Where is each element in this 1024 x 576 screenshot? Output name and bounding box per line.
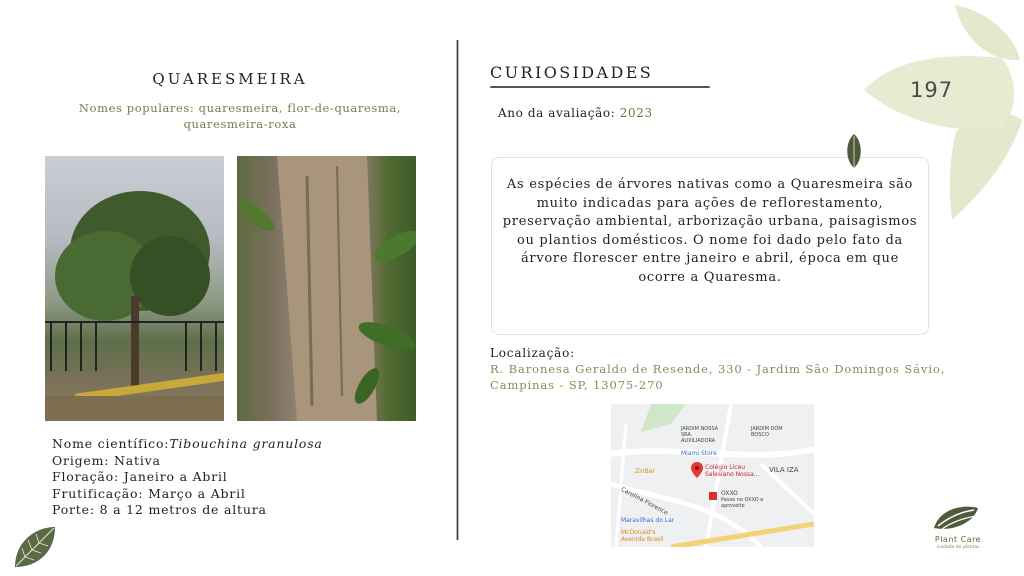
fruiting: Frutificação: Março a Abril xyxy=(52,485,246,501)
column-divider xyxy=(456,40,459,540)
trunk-photo xyxy=(237,156,416,421)
location-label: Localização: xyxy=(490,346,575,360)
map-label-miami: Miami Store xyxy=(681,450,717,457)
size: Porte: 8 a 12 metros de altura xyxy=(52,502,267,517)
evaluation-year xyxy=(498,106,653,120)
scientific-name: Tibouchina granulosa xyxy=(169,436,323,451)
tree-photo xyxy=(45,156,224,421)
flowering: Floração: Janeiro a Abril xyxy=(52,469,228,484)
map-label-oxxo-sub: Passe no OXXO e aproveite xyxy=(721,497,764,509)
curiosity-text: As espécies de árvores nativas como a Quaresmeira são muito indicadas para ações de reflorestamento, preservação ambiental, arborização urbana, paisagismos ou plantios domésticos. O nome foi dado pelo fato da árvore florescer entre janeiro e abril, época em que ocorre a Quaresma. xyxy=(502,177,918,285)
curiosities-title: CURIOSIDADES xyxy=(490,63,654,82)
year-label: Ano da avaliação: xyxy=(498,106,616,120)
location-address: R. Baronesa Geraldo de Resende, 330 - Jardim São Domingos Sávio, Campinas - SP, 13075-270 xyxy=(490,362,946,392)
species-title: QUARESMEIRA xyxy=(152,70,308,88)
year-value: 2023 xyxy=(619,106,653,120)
map-label-colegio: Colégio Liceu Salesiano Nossa... xyxy=(705,464,760,478)
plant-care-logo-icon xyxy=(930,502,982,534)
popular-names: Nomes populares: quaresmeira, flor-de-quaresma, quaresmeira-roxa xyxy=(78,101,402,131)
map-label-zinbar: ZinBar xyxy=(635,468,655,475)
leaf-icon xyxy=(843,132,865,170)
map-label-oxxo: OXXO xyxy=(721,490,738,497)
origin: Origem: Nativa xyxy=(52,452,161,468)
store-icon xyxy=(709,492,717,500)
page-number: 197 xyxy=(910,78,954,102)
curiosity-box xyxy=(491,157,929,335)
map-label-vila: VILA IZA xyxy=(769,466,799,474)
species-facts xyxy=(52,436,323,519)
location-map[interactable] xyxy=(611,404,814,547)
map-label-maravilhas: Maravilhas do Lar xyxy=(621,517,675,524)
scientific-label: Nome científico: xyxy=(52,436,170,451)
map-pin-icon xyxy=(691,462,703,478)
map-label-jardim-dom: JARDIM DOM BOSCO xyxy=(751,426,783,438)
map-label-carolina: Carolina Florence xyxy=(619,486,670,517)
brand-tagline: cuidado de plantas xyxy=(936,545,980,550)
scientific-name-line xyxy=(52,436,323,453)
title-underline xyxy=(490,86,710,88)
leaf-icon xyxy=(10,522,60,572)
brand-name: Plant Care xyxy=(934,535,982,544)
map-label-jardim-nossa: JARDIM NOSSA SRA. AUXILIADORA xyxy=(681,426,719,444)
map-label-mcdonalds: McDonald's Avenida Brasil xyxy=(621,529,664,543)
